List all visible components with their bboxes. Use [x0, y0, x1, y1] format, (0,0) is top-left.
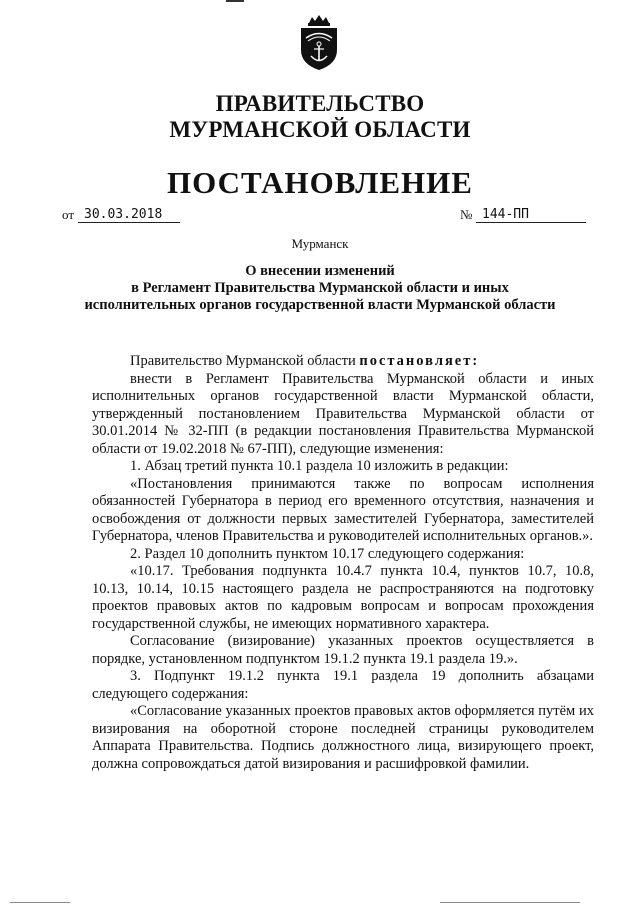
org-name-line1: ПРАВИТЕЛЬСТВО	[215, 91, 425, 116]
paragraph-4: 2. Раздел 10 дополнить пунктом 10.17 следующего содержания:	[130, 545, 525, 562]
paragraph-3: «Постановления принимаются также по вопросам исполнения обязанностей Губернатора в период его временного отсутствия, назначения и освобождения от должности первых заместителей Губернатора, заместителей Губернатора, членов Правительства и руководителей исполнительных органов.».	[92, 475, 594, 544]
date-prefix: от	[62, 207, 75, 222]
document-body	[92, 353, 594, 773]
paragraph-2: 1. Абзац третий пункта 10.1 раздела 10 изложить в редакции:	[130, 458, 509, 474]
coat-of-arms-icon	[296, 14, 342, 72]
city-name: Мурманск	[291, 236, 349, 251]
paragraph-5: «10.17. Требования подпункта 10.4.7 пункта 10.4, пунктов 10.7, 10.8, 10.13, 10.14, 10.15 настоящего раздела не распространяются на подготовку проектов правовых актов по кадровым вопросам и вопросам прохождения государственной службы, не имеющих нормативного характера.	[92, 563, 594, 632]
subject-line3: исполнительных органов государственной власти Мурманской области	[84, 297, 556, 313]
paragraph-1: внести в Регламент Правительства Мурманской области и иных исполнительных органов государственной власти Мурманской области, утвержденный постановлением Правительства Мурманской области от 30.01.2014 № 32-ПП (в редакции постановления Правительства Мурманской области от 19.02.2018 № 67-ПП), следующие изменения:	[92, 370, 594, 457]
org-name-line2: МУРМАНСКОЙ ОБЛАСТИ	[169, 117, 471, 142]
footer-rule-left	[10, 902, 70, 903]
scan-mark	[226, 0, 244, 2]
footer-rule-right	[440, 902, 580, 903]
paragraph-6: Согласование (визирование) указанных проектов осуществляется в порядке, установленном подпунктом 19.1.2 пункта 19.1 раздела 19.».	[92, 633, 594, 667]
intro-paragraph	[92, 353, 594, 371]
document-number: 144-ПП	[476, 207, 586, 223]
subject-line1: О внесении изменений	[245, 263, 395, 279]
document-type-title: ПОСТАНОВЛЕНИЕ	[167, 165, 473, 200]
subject-line2: в Регламент Правительства Мурманской области и иных	[131, 280, 509, 296]
document-date: 30.03.2018	[78, 207, 180, 223]
intro-text: Правительство Мурманской области	[130, 353, 360, 369]
number-prefix: №	[460, 207, 473, 222]
resolution-verb: постановляет:	[359, 353, 480, 369]
paragraph-7: 3. Подпункт 19.1.2 пункта 19.1 раздела 19 дополнить абзацами следующего содержания:	[92, 668, 594, 702]
paragraph-8: «Согласование указанных проектов правовых актов оформляется путём их визирования на оборотной стороне последней страницы руководителем Аппарата Правительства. Подпись должностного лица, визирующего проект, должна сопровождаться датой визирования и расшифровкой фамилии.	[92, 703, 594, 772]
